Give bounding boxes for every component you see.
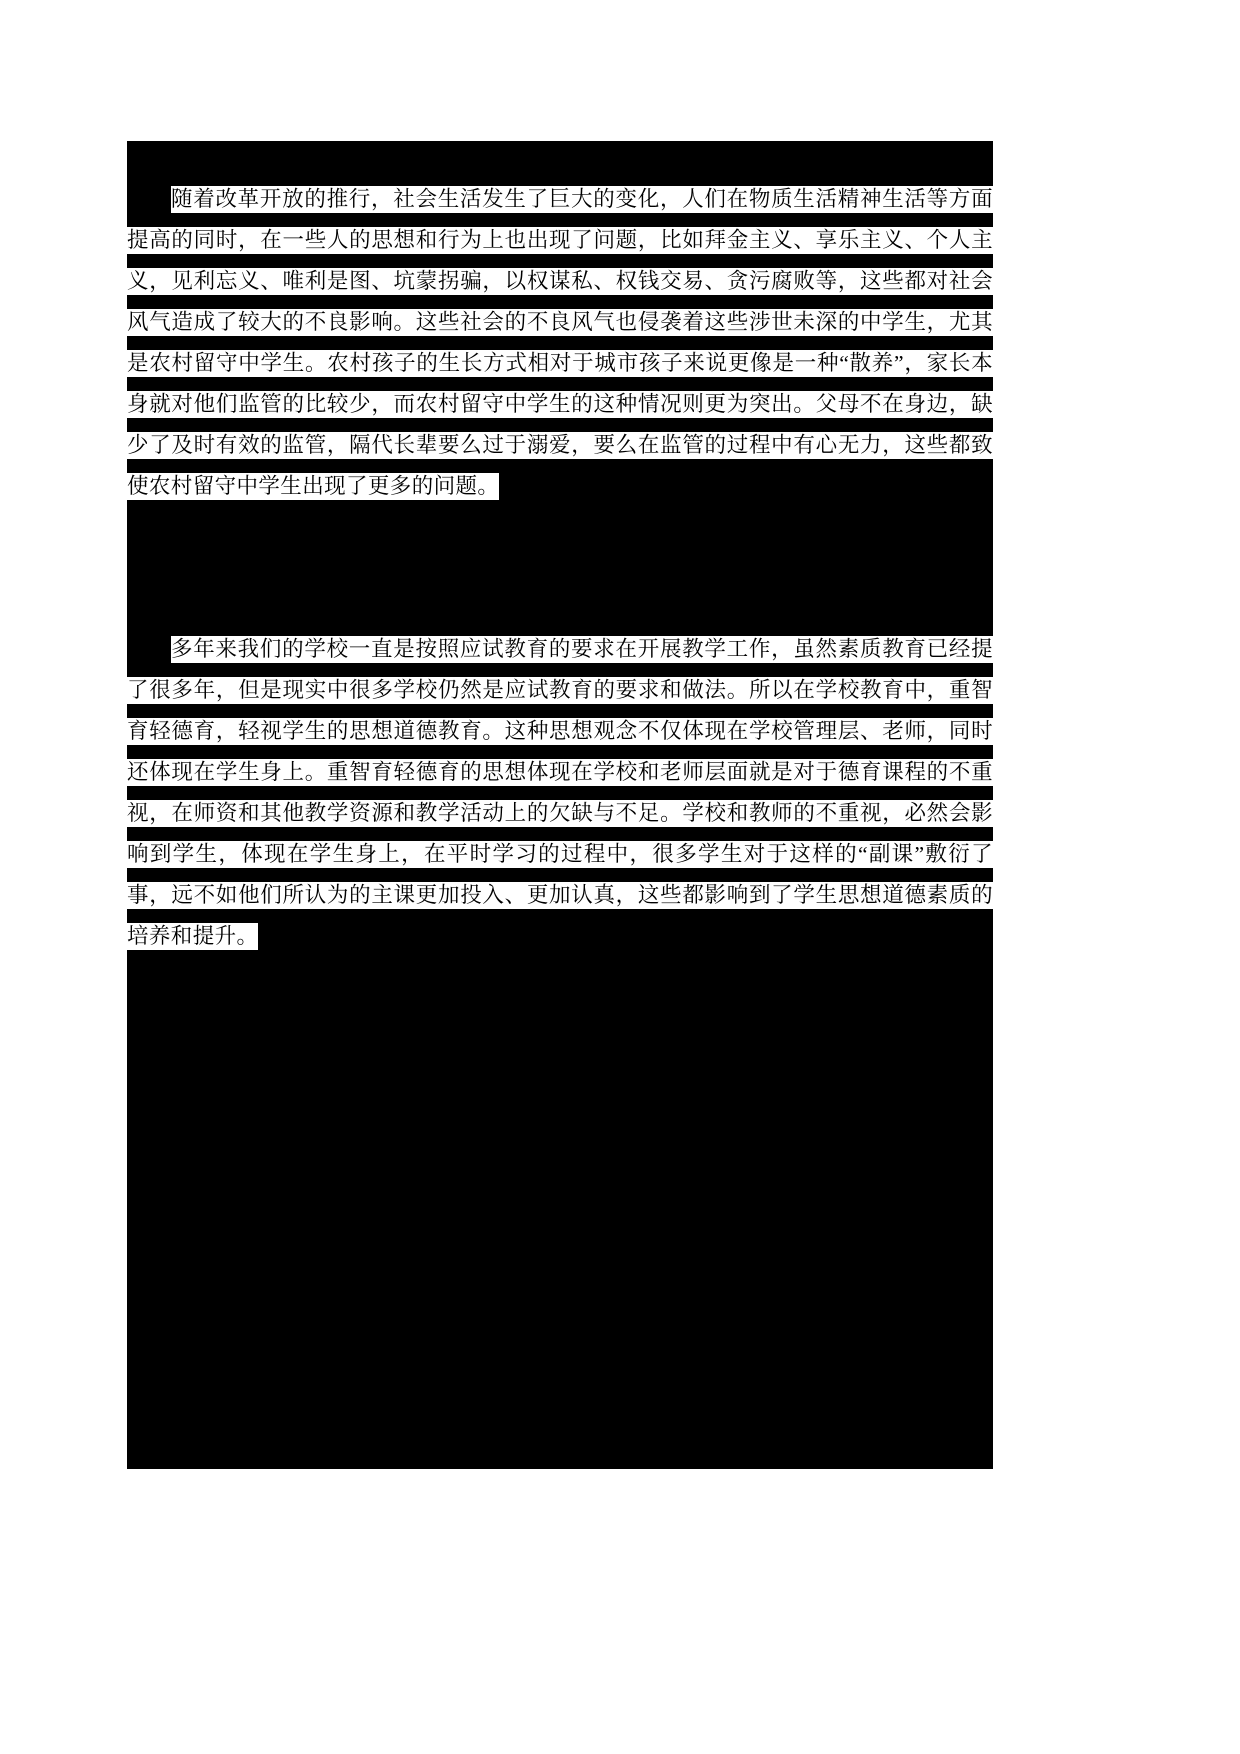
paragraph-2-text: 多年来我们的学校一直是按照应试教育的要求在开展教学工作，虽然素质教育已经提了很多年，但是现实中很多学校仍然是应试教育的要求和做法。所以在学校教育中，重智育轻德育，轻视学生的思想道德教育。这种思想观念不仅体现在学校管理层、老师，同时还体现在学生身上。重智育轻德育的思想体现在学校和老师层面就是对于德育课程的不重视，在师资和其他教学资源和教学活动上的欠缺与不足。学校和教师的不重视，必然会影响到学生，体现在学生身上，在平时学习的过程中，很多学生对于这样的“副课”敷衍了事，远不如他们所认为的主课更加投入、更加认真，这些都影响到了学生思想道德素质的培养和提升。 [127, 637, 993, 948]
paragraph-2 [127, 629, 993, 957]
paragraph-1-text: 随着改革开放的推行，社会生活发生了巨大的变化，人们在物质生活精神生活等方面提高的同时，在一些人的思想和行为上也出现了问题，比如拜金主义、享乐主义、个人主义，见利忘义、唯利是图、坑蒙拐骗，以权谋私、权钱交易、贪污腐败等，这些都对社会风气造成了较大的不良影响。这些社会的不良风气也侵袭着这些涉世未深的中学生，尤其是农村留守中学生。农村孩子的生长方式相对于城市孩子来说更像是一种“散养”，家长本身就对他们监管的比较少，而农村留守中学生的这种情况则更为突出。父母不在身边，缺少了及时有效的监管，隔代长辈要么过于溺爱，要么在监管的过程中有心无力，这些都致使农村留守中学生出现了更多的问题。 [127, 187, 993, 498]
paragraph-1 [127, 179, 993, 507]
